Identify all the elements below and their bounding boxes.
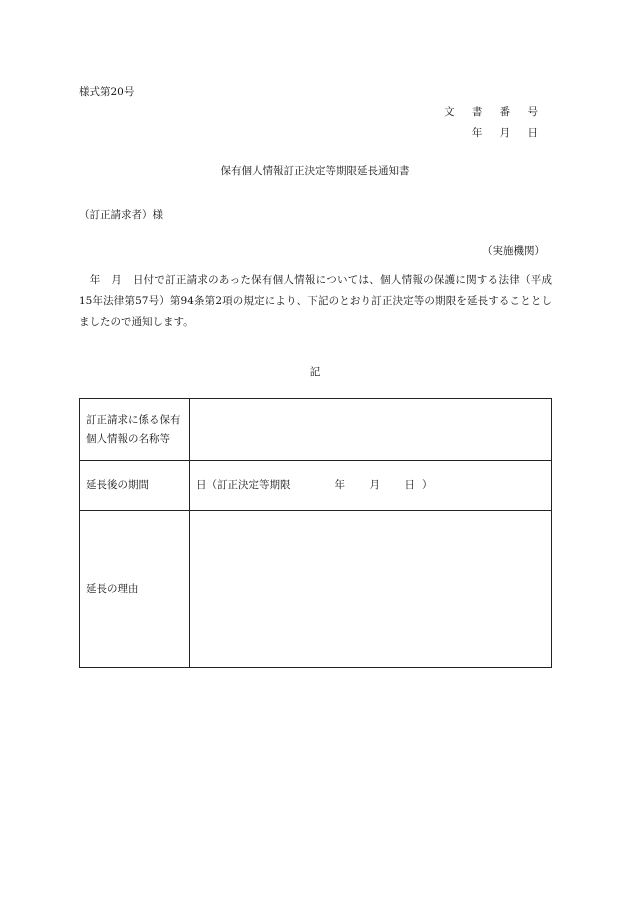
table-row <box>80 399 552 461</box>
table-label-extension-reason: 延長の理由 <box>80 511 190 668</box>
document-date-label: 年 月 日 <box>471 127 545 139</box>
notice-body-text: 年 月 日付で訂正請求のあった保有個人情報については、個人情報の保護に関する法律（平成15年法律第57号）第94条第2項の規定により、下記のとおり訂正決定等の期限を延長することとしましたので通知します。 <box>79 274 552 328</box>
document-number-label: 文 書 番 号 <box>443 106 545 118</box>
extended-period-prefix: 日（訂正決定等期限 <box>196 479 291 491</box>
table-row <box>80 461 552 511</box>
document-title: 保有個人情報訂正決定等期限延長通知書 <box>220 165 410 177</box>
ki-heading: 記 <box>309 366 321 378</box>
form-number: 様式第20号 <box>79 86 135 98</box>
addressee: （訂正請求者）様 <box>79 209 163 221</box>
details-table <box>79 398 552 668</box>
extended-period-date: 年 月 日） <box>334 479 440 491</box>
table-row <box>80 511 552 668</box>
table-label-extended-period: 延長後の期間 <box>80 461 190 511</box>
table-label-information-name: 訂正請求に係る保有個人情報の名称等 <box>80 399 190 461</box>
notice-body <box>79 270 552 333</box>
table-value-extension-reason[interactable] <box>190 511 552 668</box>
issuing-agency: （実施機関） <box>482 245 545 257</box>
table-value-extended-period[interactable] <box>190 461 552 511</box>
table-value-information-name[interactable] <box>190 399 552 461</box>
